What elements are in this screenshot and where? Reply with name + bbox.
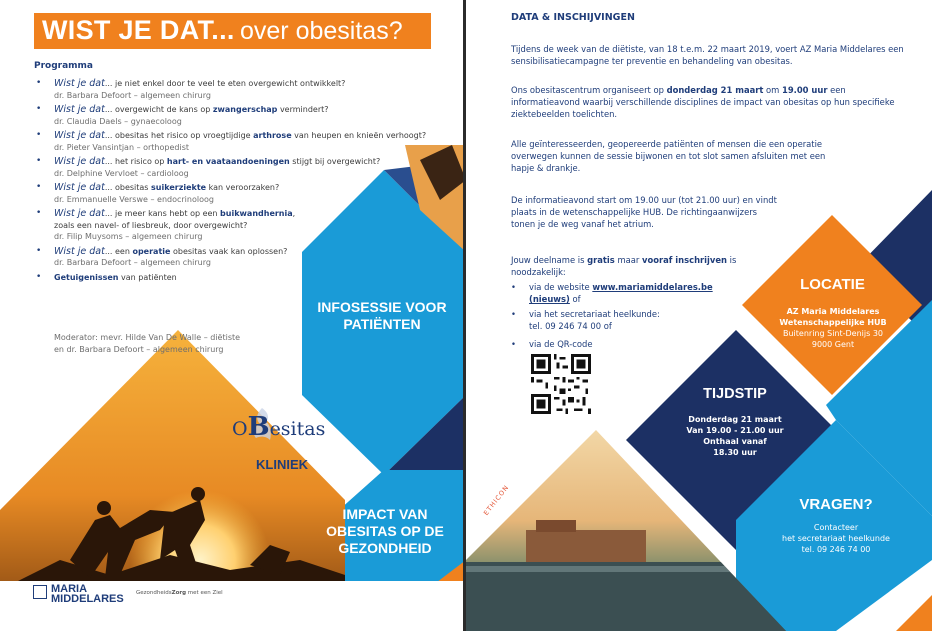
speaker: dr. Delphine Vervloet – cardioloog bbox=[54, 168, 189, 178]
programme-item: • Wist je dat... het risico op hart- en vaataandoeningen stijgt bij overgewicht? dr. Delphine Vervloet – cardioloog bbox=[34, 156, 454, 179]
paragraph-intro: Tijdens de week van de diëtiste, van 18 t.e.m. 22 maart 2019, voert AZ Maria Middelares een sensibilisatiecampagne ter preventie en behandeling van obesitas. bbox=[511, 44, 904, 66]
nieuws-link[interactable]: (nieuws) bbox=[529, 294, 570, 304]
speaker: dr. Barbara Defoort – algemeen chirurg bbox=[54, 258, 211, 267]
registration-option-phone: • via het secretariaat heelkunde: tel. 09 246 74 00 of bbox=[511, 309, 660, 331]
speaker: dr. Emmanuelle Verswe – endocrinoloog bbox=[54, 194, 214, 204]
obesitas-kliniek-logo bbox=[226, 406, 344, 476]
title-bar bbox=[34, 13, 431, 49]
maria-middelares-logo-icon bbox=[33, 585, 47, 599]
banner-infosessie: INFOSESSIE VOOR PATIËNTEN bbox=[317, 299, 447, 332]
bullet-icon: • bbox=[36, 245, 42, 256]
paragraph-event: Ons obesitascentrum organiseert op donderdag 21 maart om 19.00 uur een informatieavond waarbij verschillende disciplines de impact van obesitas op hun specifieke ziektebeelden toelichten. bbox=[511, 85, 895, 119]
speaker: dr. Pieter Vansintjan – orthopedist bbox=[54, 142, 189, 152]
bullet-icon: • bbox=[511, 309, 516, 319]
programme-list bbox=[34, 78, 454, 286]
paragraph-schedule: De informatieavond start om 19.00 uur (tot 21.00 uur) en vindt plaats in de wetenschappelijke HUB. De richtingaanwijzers tonen je de weg vanaf het atrium. bbox=[511, 195, 777, 229]
speaker: dr. Claudia Daels – gynaecoloog bbox=[54, 116, 182, 126]
ethicon-label: ETHICON bbox=[482, 483, 511, 517]
locatie-title: LOCATIE bbox=[800, 276, 865, 293]
right-page bbox=[466, 0, 932, 631]
title-light: over obesitas? bbox=[240, 17, 403, 45]
footer-left bbox=[0, 581, 466, 631]
banner-impact: IMPACT VAN OBESITAS OP DE GEZONDHEID bbox=[326, 506, 444, 556]
title-strong: WIST JE DAT... bbox=[42, 15, 235, 45]
bullet-icon: • bbox=[36, 130, 42, 140]
bullet-icon: • bbox=[36, 208, 42, 218]
tijdstip-body: Donderdag 21 maart Van 19.00 - 21.00 uur Onthaal vanaf 18.30 uur bbox=[686, 415, 784, 457]
programme-item: • Wist je dat... je meer kans hebt op een buikwandhernia, zoals een navel- of liesbreuk, door overgewicht? dr. Filip Muysoms – algemeen chirurg bbox=[34, 208, 454, 243]
programme-item: • Wist je dat... je niet enkel door te veel te eten overgewicht ontwikkelt? dr. Barbara Defoort – algemeen chirurg bbox=[34, 78, 454, 101]
vragen-body: Contacteer het secretariaat heelkunde tel. 09 246 74 00 bbox=[782, 523, 890, 554]
bullet-icon: • bbox=[36, 78, 42, 88]
bullet-icon: • bbox=[36, 182, 42, 192]
paragraph-registration: Jouw deelname is gratis maar vooraf inschrijven is noodzakelijk: bbox=[511, 255, 737, 277]
bullet-icon: • bbox=[511, 339, 516, 349]
bullet-icon: • bbox=[511, 282, 516, 292]
footer-tagline: GezondheidsZorg met een Ziel bbox=[136, 590, 223, 596]
paragraph-audience: Alle geïnteresseerden, geopereerde patiënten of mensen die een operatie overwegen kunnen de sessie bijwonen en tot slot samen afsluiten met een hapje & drankje. bbox=[511, 139, 826, 173]
bullet-icon: • bbox=[36, 156, 42, 166]
registration-option-qr: • via de QR-code bbox=[511, 339, 593, 349]
programma-heading: Programma bbox=[34, 61, 94, 71]
programme-item: • Wist je dat... obesitas het risico op vroegtijdige arthrose van heupen en knieën verhoogt? dr. Pieter Vansintjan – orthopedist bbox=[34, 130, 454, 153]
speaker: dr. Filip Muysoms – algemeen chirurg bbox=[54, 232, 203, 241]
moderator: Moderator: mevr. Hilde Van De Walle – diëtiste en dr. Barbara Defoort – algemeen chirurg bbox=[54, 333, 241, 354]
programme-item: • Wist je dat... overgewicht de kans op zwangerschap vermindert? dr. Claudia Daels – gynaecoloog bbox=[34, 104, 454, 127]
logo-wordmark: OBesitas bbox=[232, 412, 326, 442]
logo-kliniek: KLINIEK bbox=[256, 457, 308, 472]
locatie-body: AZ Maria Middelares Wetenschappelijke HUB Buitenring Sint-Denijs 30 9000 Gent bbox=[779, 307, 887, 349]
registration-option-website: • via de website www.mariamiddelares.be (nieuws) of bbox=[511, 282, 713, 304]
tijdstip-title: TIJDSTIP bbox=[703, 386, 767, 402]
programme-item: • Getuigenissen van patiënten bbox=[36, 271, 177, 282]
footer-brand: MARIA MIDDELARES bbox=[51, 583, 124, 605]
right-heading: DATA & INSCHIJVINGEN bbox=[511, 12, 635, 23]
qr-code-icon[interactable] bbox=[531, 354, 591, 414]
programme-item: • Wist je dat... een operatie obesitas vaak kan oplossen? dr. Barbara Defoort – algemeen chirurg bbox=[34, 246, 454, 269]
website-link[interactable]: www.mariamiddelares.be bbox=[592, 282, 713, 292]
speaker: dr. Barbara Defoort – algemeen chirurg bbox=[54, 90, 211, 100]
vragen-title: VRAGEN? bbox=[799, 496, 873, 513]
bullet-icon: • bbox=[36, 271, 42, 282]
bullet-icon: • bbox=[36, 104, 42, 114]
programme-item: • Wist je dat... obesitas suikerziekte kan veroorzaken? dr. Emmanuelle Verswe – endocrinoloog bbox=[34, 182, 454, 205]
